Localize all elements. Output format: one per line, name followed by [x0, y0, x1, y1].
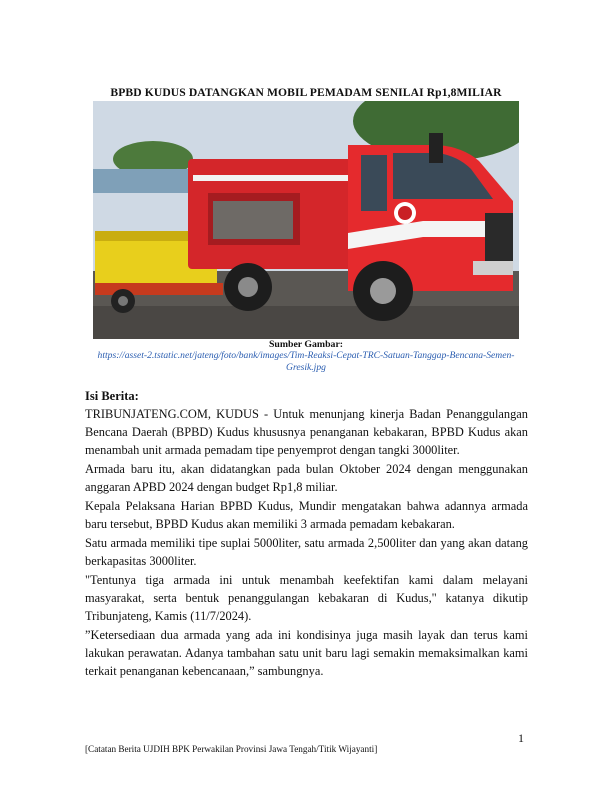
section-label: Isi Berita: [85, 389, 139, 403]
image-source-link[interactable]: https://asset-2.tstatic.net/jateng/foto/bank/images/Tim-Reaksi-Cepat-TRC-Satuan-Tanggap-Bencana-Semen-Gresik.jpg [97, 350, 515, 373]
footer-note: [Catatan Berita UJDIH BPK Perwakilan Provinsi Jawa Tengah/Titik Wijayanti] [85, 744, 378, 754]
fire-truck-photo [93, 101, 519, 339]
document-title: BPBD KUDUS DATANGKAN MOBIL PEMADAM SENILAI Rp1,8MILIAR [110, 86, 502, 99]
paragraph: Armada baru itu, akan didatangkan pada bulan Oktober 2024 dengan menggunakan anggaran APBD 2024 dengan budget Rp1,8 miliar. [85, 462, 528, 494]
paragraph: Satu armada memiliki tipe suplai 5000liter, satu armada 2,500liter dan yang akan datang berkapasitas 3000liter. [85, 536, 528, 568]
paragraph: ”Ketersediaan dua armada yang ada ini kondisinya juga masih layak dan terus kami lakukan perawatan. Adanya tambahan satu unit baru lagi semakin memaksimalkan kami terkait penanganan kebencanaan,” sambungnya. [85, 628, 528, 678]
paragraph: "Tentunya tiga armada ini untuk menambah keefektifan kami dalam melayani masyarakat, serta bentuk penanggulangan kebakaran di Kudus," katanya dikutip Tribunjateng, Kamis (11/7/2024). [85, 573, 528, 623]
article-body [85, 405, 528, 680]
paragraph: Kepala Pelaksana Harian BPBD Kudus, Mundir mengatakan bahwa adannya armada baru tersebut, BPBD Kudus akan memiliki 3 armada pemadam kebakaran. [85, 499, 528, 531]
paragraph: TRIBUNJATENG.COM, KUDUS - Untuk menunjang kinerja Badan Penanggulangan Bencana Daerah (BPBD) Kudus khususnya penanganan kebakaran, BPBD Kudus akan menambah unit armada pemadam tipe penyemprot dengan tangki 3000liter. [85, 407, 528, 457]
image-caption-label: Sumber Gambar: [268, 339, 344, 350]
page-number: 1 [518, 731, 524, 745]
